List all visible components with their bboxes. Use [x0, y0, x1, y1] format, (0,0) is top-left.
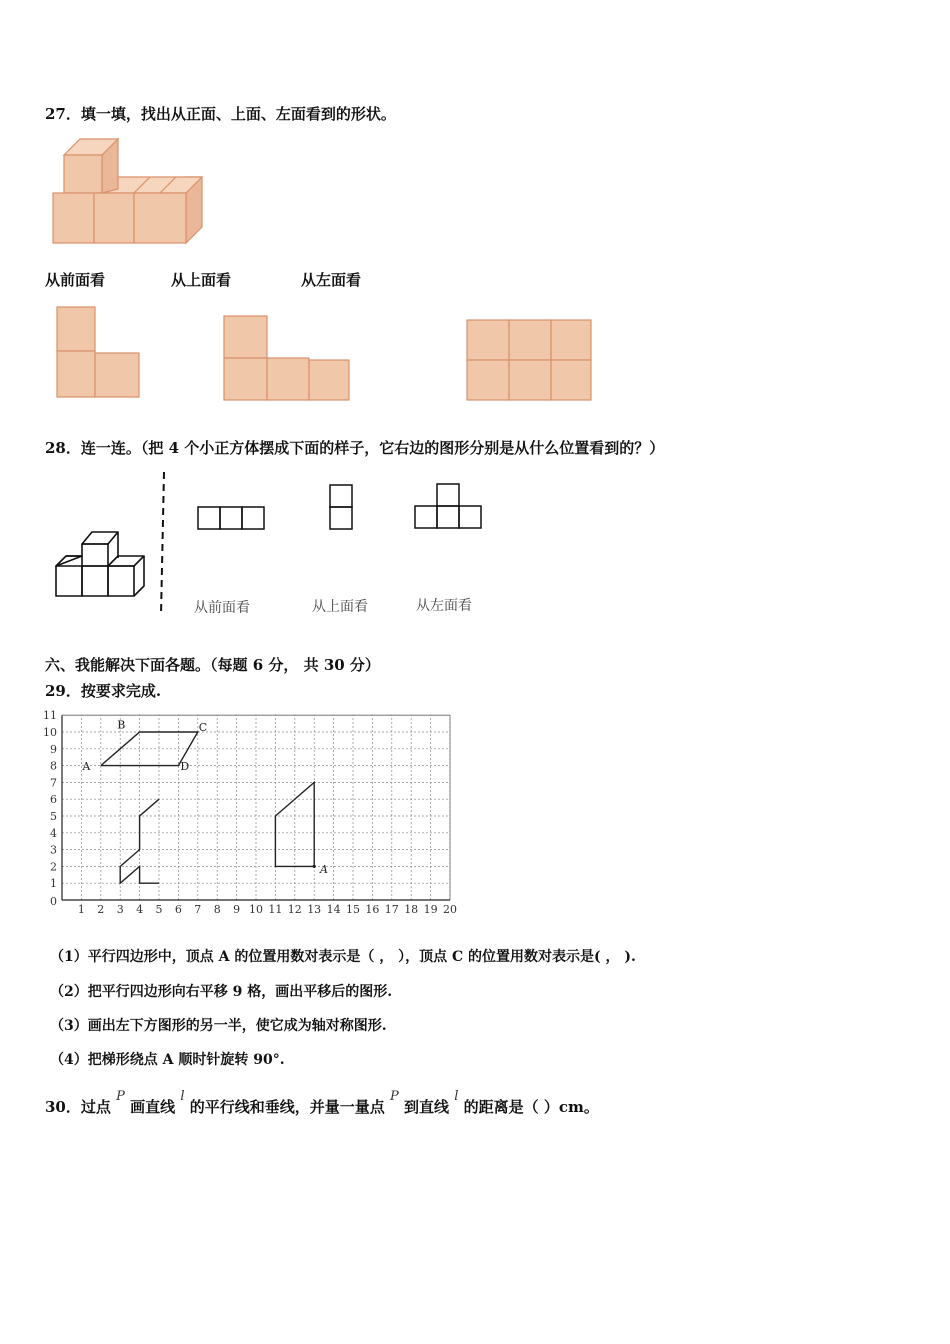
q30-part3: 的平行线和垂线，并量一量点: [189, 1098, 385, 1116]
x-tick-label: 8: [213, 903, 221, 916]
trapezoid-point-a-dot: [313, 865, 316, 868]
x-tick-label: 9: [233, 903, 241, 916]
q27-front-view: [55, 305, 145, 400]
q28-shape-row-of-three: [196, 505, 268, 533]
q30-part2: 画直线: [130, 1098, 176, 1116]
q30-line-l-2: l: [454, 1089, 459, 1104]
section6-title: 六、我能解决下面各题。（每题 6 分， 共 30 分）: [45, 656, 380, 674]
q27-text: 27．填一填，找出从正面、上面、左面看到的形状。: [45, 105, 396, 123]
q27-view-left-label: 从左面看: [301, 271, 362, 289]
y-tick-label: 2: [50, 860, 57, 874]
y-tick-label: 10: [43, 726, 57, 739]
trapezoid-point-label-a: A: [320, 863, 328, 877]
q30-point-p: P: [116, 1089, 125, 1104]
q28-cube-figure: [52, 528, 152, 603]
x-tick-label: 11: [268, 903, 283, 916]
q30-part1: 30．过点: [45, 1098, 111, 1116]
q29-coordinate-grid: [40, 706, 465, 918]
q28-shape-t-shape: [413, 482, 485, 532]
x-tick-label: 16: [365, 903, 380, 916]
x-tick-label: 18: [404, 903, 419, 916]
y-tick-label: 1: [50, 877, 57, 891]
q27-left-view: [465, 318, 595, 403]
y-tick-label: 7: [50, 776, 57, 790]
x-tick-label: 19: [423, 903, 438, 916]
q29-sub2: （2）把平行四边形向右平移 9 格，画出平移后的图形.: [50, 984, 393, 1000]
q28-caption-top: 从上面看: [312, 599, 368, 615]
x-tick-label: 10: [249, 903, 263, 916]
q29-sub3: （3）画出左下方图形的另一半，使它成为轴对称图形.: [50, 1018, 387, 1034]
q28-shape-column-of-two: [328, 483, 356, 533]
x-tick-label: 3: [116, 903, 124, 916]
point-label-d: D: [180, 759, 190, 773]
x-tick-label: 4: [136, 903, 144, 916]
x-tick-label: 12: [287, 903, 302, 916]
q28-caption-left: 从左面看: [416, 598, 472, 614]
q30-part5: 的距离是（ ）cm。: [463, 1098, 599, 1116]
x-tick-label: 14: [326, 903, 341, 916]
y-tick-label: 5: [50, 810, 57, 823]
q30-point-p-2: P: [390, 1089, 399, 1104]
y-tick-label: 11: [43, 709, 57, 723]
y-tick-label: 8: [50, 759, 57, 773]
q27-cube-stack: [50, 135, 210, 250]
q29-sub1: （1）平行四边形中，顶点 A 的位置用数对表示是（ ， ），顶点 C 的位置用数对表示是( ， ).: [50, 949, 636, 965]
point-label-a: A: [82, 759, 91, 773]
y-tick-label: 9: [50, 742, 57, 756]
x-tick-label: 13: [307, 903, 322, 916]
q30-part4: 到直线: [403, 1098, 449, 1116]
q28-caption-front: 从前面看: [194, 600, 250, 616]
q29-sub4: （4）把梯形绕点 A 顺时针旋转 90°.: [50, 1052, 285, 1068]
x-tick-label: 17: [384, 903, 399, 916]
x-tick-label: 7: [194, 903, 202, 916]
y-tick-label: 3: [50, 843, 57, 857]
q30-text: [45, 1089, 599, 1117]
q28-text: 28．连一连。（把 4 个小正方体摆成下面的样子，它右边的图形分别是从什么位置看到的？）: [45, 439, 665, 457]
x-tick-label: 1: [77, 903, 85, 916]
x-tick-label: 2: [97, 903, 105, 916]
y-tick-label: 4: [50, 826, 57, 840]
y-tick-label: 6: [50, 793, 57, 807]
x-tick-label: 20: [443, 903, 457, 916]
q27-top-view: [221, 314, 356, 404]
q28-divider-dashed-line: [160, 472, 170, 617]
point-label-b: B: [117, 718, 126, 732]
x-tick-label: 5: [155, 903, 163, 916]
q29-text: 29．按要求完成.: [45, 682, 162, 700]
q27-view-front-label: 从前面看: [45, 271, 106, 289]
origin-label: 0: [50, 895, 57, 908]
point-label-c: C: [198, 721, 208, 735]
x-tick-label: 15: [346, 903, 360, 916]
q30-line-l: l: [180, 1089, 185, 1104]
q27-view-top-label: 从上面看: [171, 271, 232, 289]
x-tick-label: 6: [174, 903, 182, 916]
